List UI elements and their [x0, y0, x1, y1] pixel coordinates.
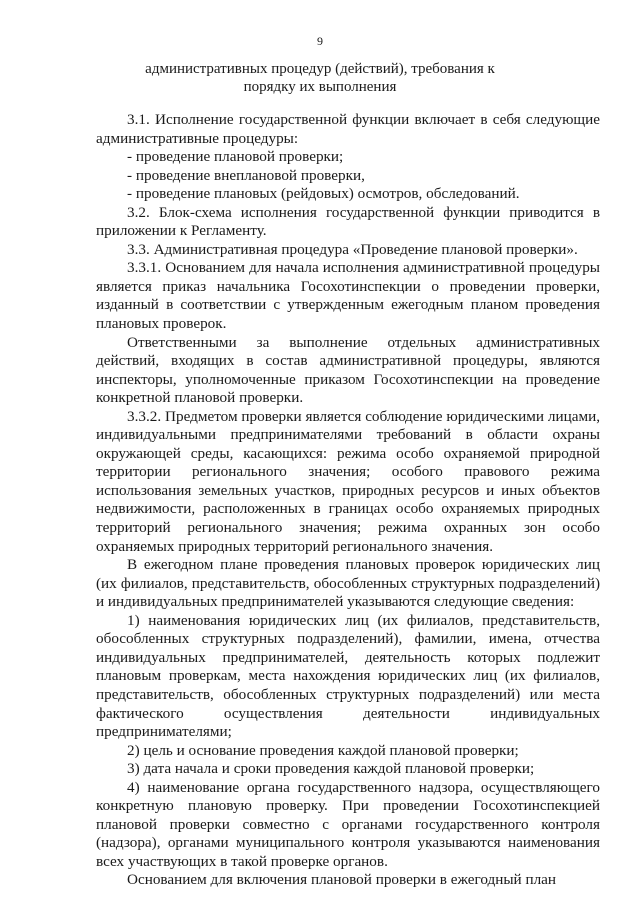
paragraph: 3.2. Блок-схема исполнения государственной функции приводится в приложении к Регламенту.: [96, 203, 600, 240]
paragraph: 4) наименование органа государственного надзора, осуществляющего конкретную плановую проверку. При проведении Госохотинспекцией плановой проверки совместно с органами государственного контроля (надзора), органами муниципального контроля указываются наименования всех участвующих в такой проверке органов.: [96, 778, 600, 870]
paragraph: 3.3. Административная процедура «Проведение плановой проверки».: [127, 240, 578, 258]
section-heading: административных процедур (действий), требования к порядку их выполнения: [145, 61, 495, 95]
page-number: 9: [317, 34, 323, 48]
paragraph: 3) дата начала и сроки проведения каждой плановой проверки;: [127, 760, 535, 778]
list-item: - проведение внеплановой проверки,: [127, 166, 365, 184]
paragraph: В ежегодном плане проведения плановых проверок юридических лиц (их филиалов, представительств, обособленных структурных подразделений) и индивидуальных предпринимателей указываются следующие сведения:: [96, 556, 600, 611]
paragraph: 2) цель и основание проведения каждой плановой проверки;: [127, 741, 519, 759]
paragraph: 1) наименования юридических лиц (их филиалов, представительств, обособленных структурных подразделений), фамилии, имена, отчества индивидуальных предпринимателей, деятельность которых подлежит плановым проверкам, места нахождения юридических лиц (их филиалов, представительств, обособленных структурных подразделений) или места фактического осуществления деятельности индивидуальных предпринимателями;: [96, 611, 600, 741]
paragraph: Основанием для включения плановой проверки в ежегодный план: [127, 871, 557, 889]
list-item: - проведение плановой проверки;: [127, 148, 344, 166]
paragraph: Ответственными за выполнение отдельных административных действий, входящих в состав административной процедуры, являются инспекторы, уполномоченные приказом Госохотинспекции на проведение конкретной плановой проверки.: [96, 333, 600, 407]
document-body: [96, 111, 600, 890]
paragraph: 3.3.2. Предметом проверки является соблюдение юридическими лицами, индивидуальными предпринимателями требований в области охраны окружающей среды, касающихся: режима особо охраняемой природной территории регионального значения; особого правового режима использования земельных участков, природных ресурсов и иных объектов недвижимости, расположенных в границах особо охраняемых природных территорий регионального значения; режима охранных зон особо охраняемых природных территорий регионального значения.: [96, 407, 600, 555]
paragraph: 3.1. Исполнение государственной функции включает в себя следующие административные процедуры:: [96, 111, 600, 147]
list-item: - проведение плановых (рейдовых) осмотров, обследований.: [127, 185, 520, 203]
paragraph: 3.3.1. Основанием для начала исполнения административной процедуры является приказ начальника Госохотинспекции о проведении проверки, изданный в соответствии с утвержденным ежегодным планом проведения плановых проверок.: [96, 259, 600, 333]
